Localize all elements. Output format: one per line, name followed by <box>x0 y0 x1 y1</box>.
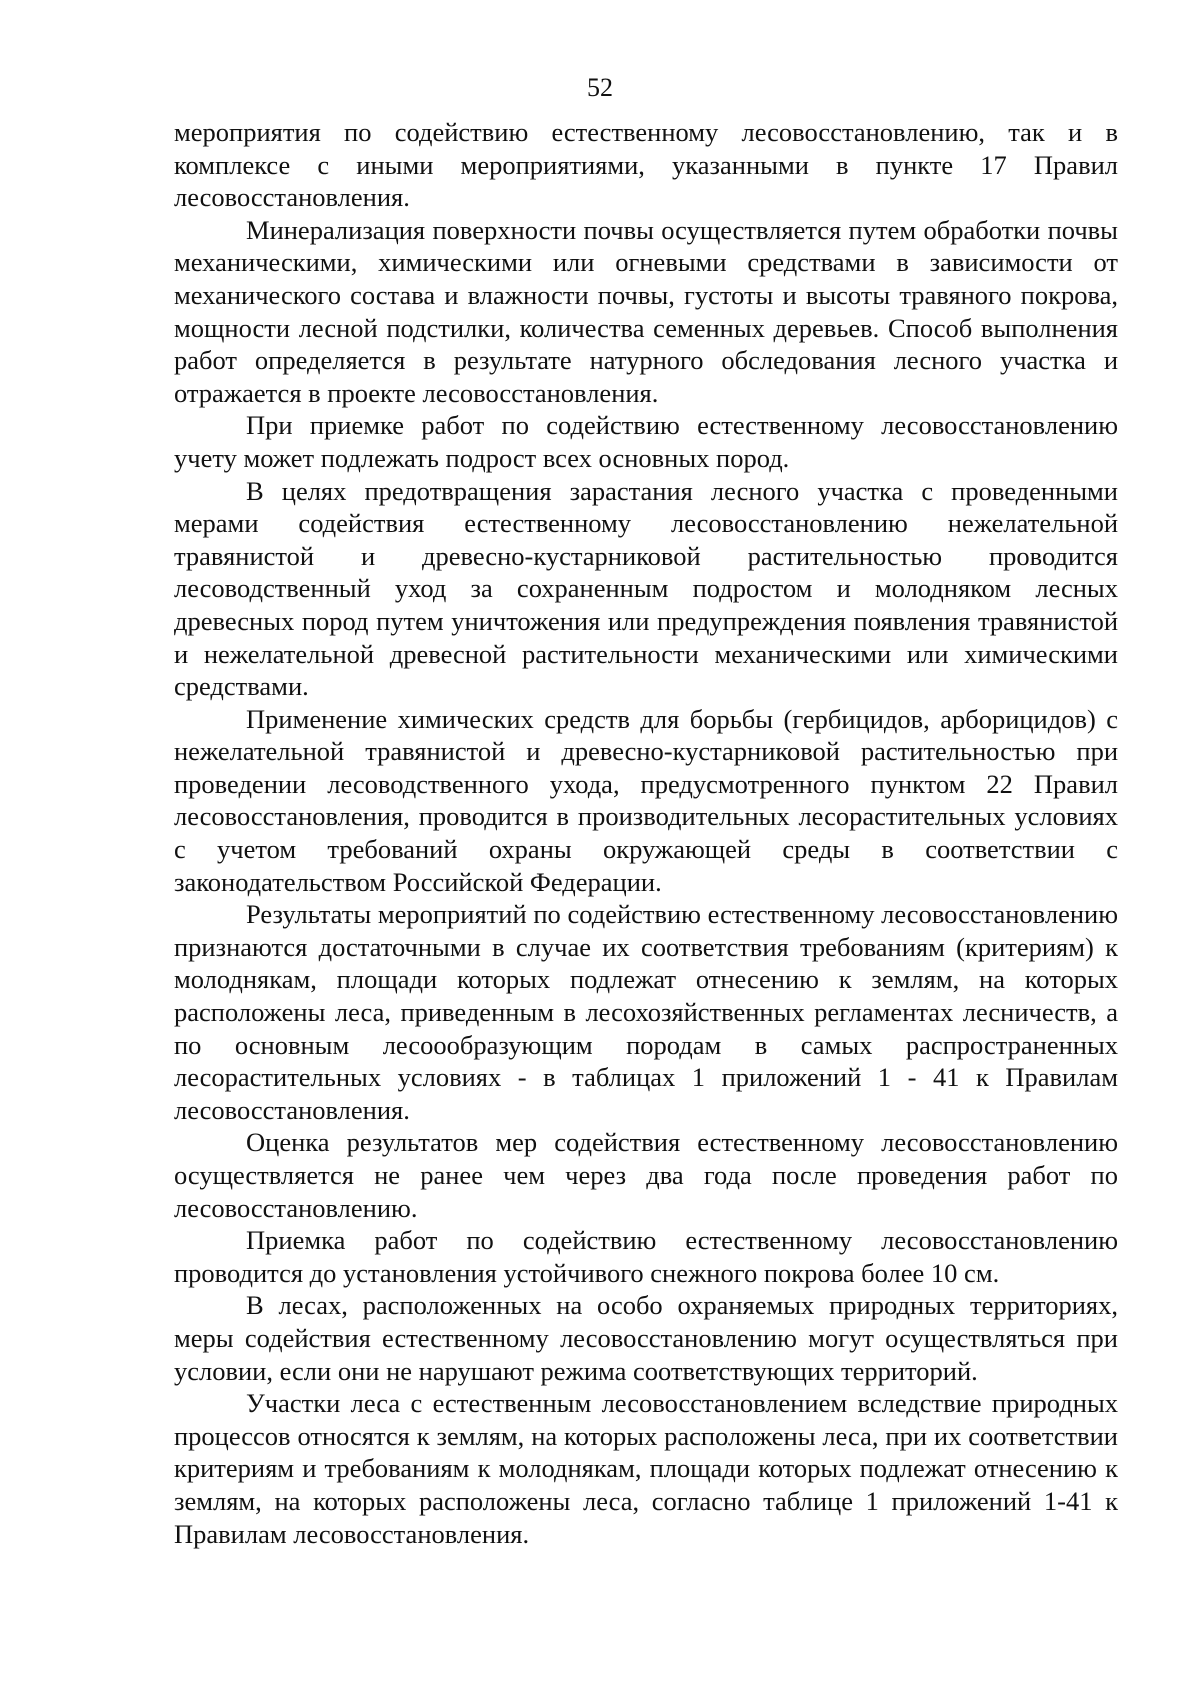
paragraph-chemical-means: Применение химических средств для борьбы (гербицидов, арборицидов) с нежелательной травянистой и древесно-кустарниковой растительностью при проведении лесоводственного ухода, предусмотренного пунктом 22 Правил лесовосстановления, проводится в производительных лесорастительных условиях с учетом требований охраны окружающей среды в соответствии с законодательством Российской Федерации. <box>174 703 1118 897</box>
paragraph-acceptance-timing: Приемка работ по содействию естественному лесовосстановлению проводится до установления устойчивого снежного покрова более 10 см. <box>174 1225 1118 1288</box>
paragraph-soil-mineralization: Минерализация поверхности почвы осуществляется путем обработки почвы механическими, химическими или огневыми средствами в зависимости от механического состава и влажности почвы, густоты и высоты травяного покрова, мощности лесной подстилки, количества семенных деревьев. Способ выполнения работ определяется в результате натурного обследования лесного участка и отражается в проекте лесовосстановления. <box>174 214 1118 408</box>
paragraph-protected-areas: В лесах, расположенных на особо охраняемых природных территориях, меры содействия естественному лесовосстановлению могут осуществляться при условии, если они не нарушают режима соответствующих территорий. <box>174 1290 1118 1386</box>
paragraph-results-evaluation: Оценка результатов мер содействия естественному лесовосстановлению осуществляется не ранее чем через два года после проведения работ по лесовосстановлению. <box>174 1127 1118 1223</box>
document-body <box>174 116 1118 1550</box>
paragraph-results-criteria: Результаты мероприятий по содействию естественному лесовосстановлению признаются достаточными в случае их соответствия требованиям (критериям) к молоднякам, площади которых подлежат отнесению к землям, на которых расположены леса, приведенным в лесохозяйственных регламентах лесничеств, а по основным лесоообразующим породам в самых распространенных лесорастительных условиях - в таблицах 1 приложений 1 - 41 к Правилам лесовосстановления. <box>174 899 1118 1125</box>
page-number: 52 <box>587 73 613 102</box>
paragraph-continuation: мероприятия по содействию естественному лесовосстановлению, так и в комплексе с иными мероприятиями, указанными в пункте 17 Правил лесовосстановления. <box>174 117 1118 213</box>
paragraph-acceptance-undergrowth: При приемке работ по содействию естественному лесовосстановлению учету может подлежать подрост всех основных пород. <box>174 410 1118 473</box>
paragraph-natural-regeneration: Участки леса с естественным лесовосстановлением вследствие природных процессов относятся к землям, на которых расположены леса, при их соответствии критериям и требованиям к молоднякам, площади которых подлежат отнесению к землям, на которых расположены леса, согласно таблице 1 приложений 1-41 к Правилам лесовосстановления. <box>174 1388 1118 1549</box>
paragraph-overgrowth-prevention: В целях предотвращения зарастания лесного участка с проведенными мерами содействия естественному лесовосстановлению нежелательной травянистой и древесно-кустарниковой растительностью проводится лесоводственный уход за сохраненным подростом и молодняком лесных древесных пород путем уничтожения или предупреждения появления травянистой и нежелательной древесной растительности механическими или химическими средствами. <box>174 475 1118 702</box>
